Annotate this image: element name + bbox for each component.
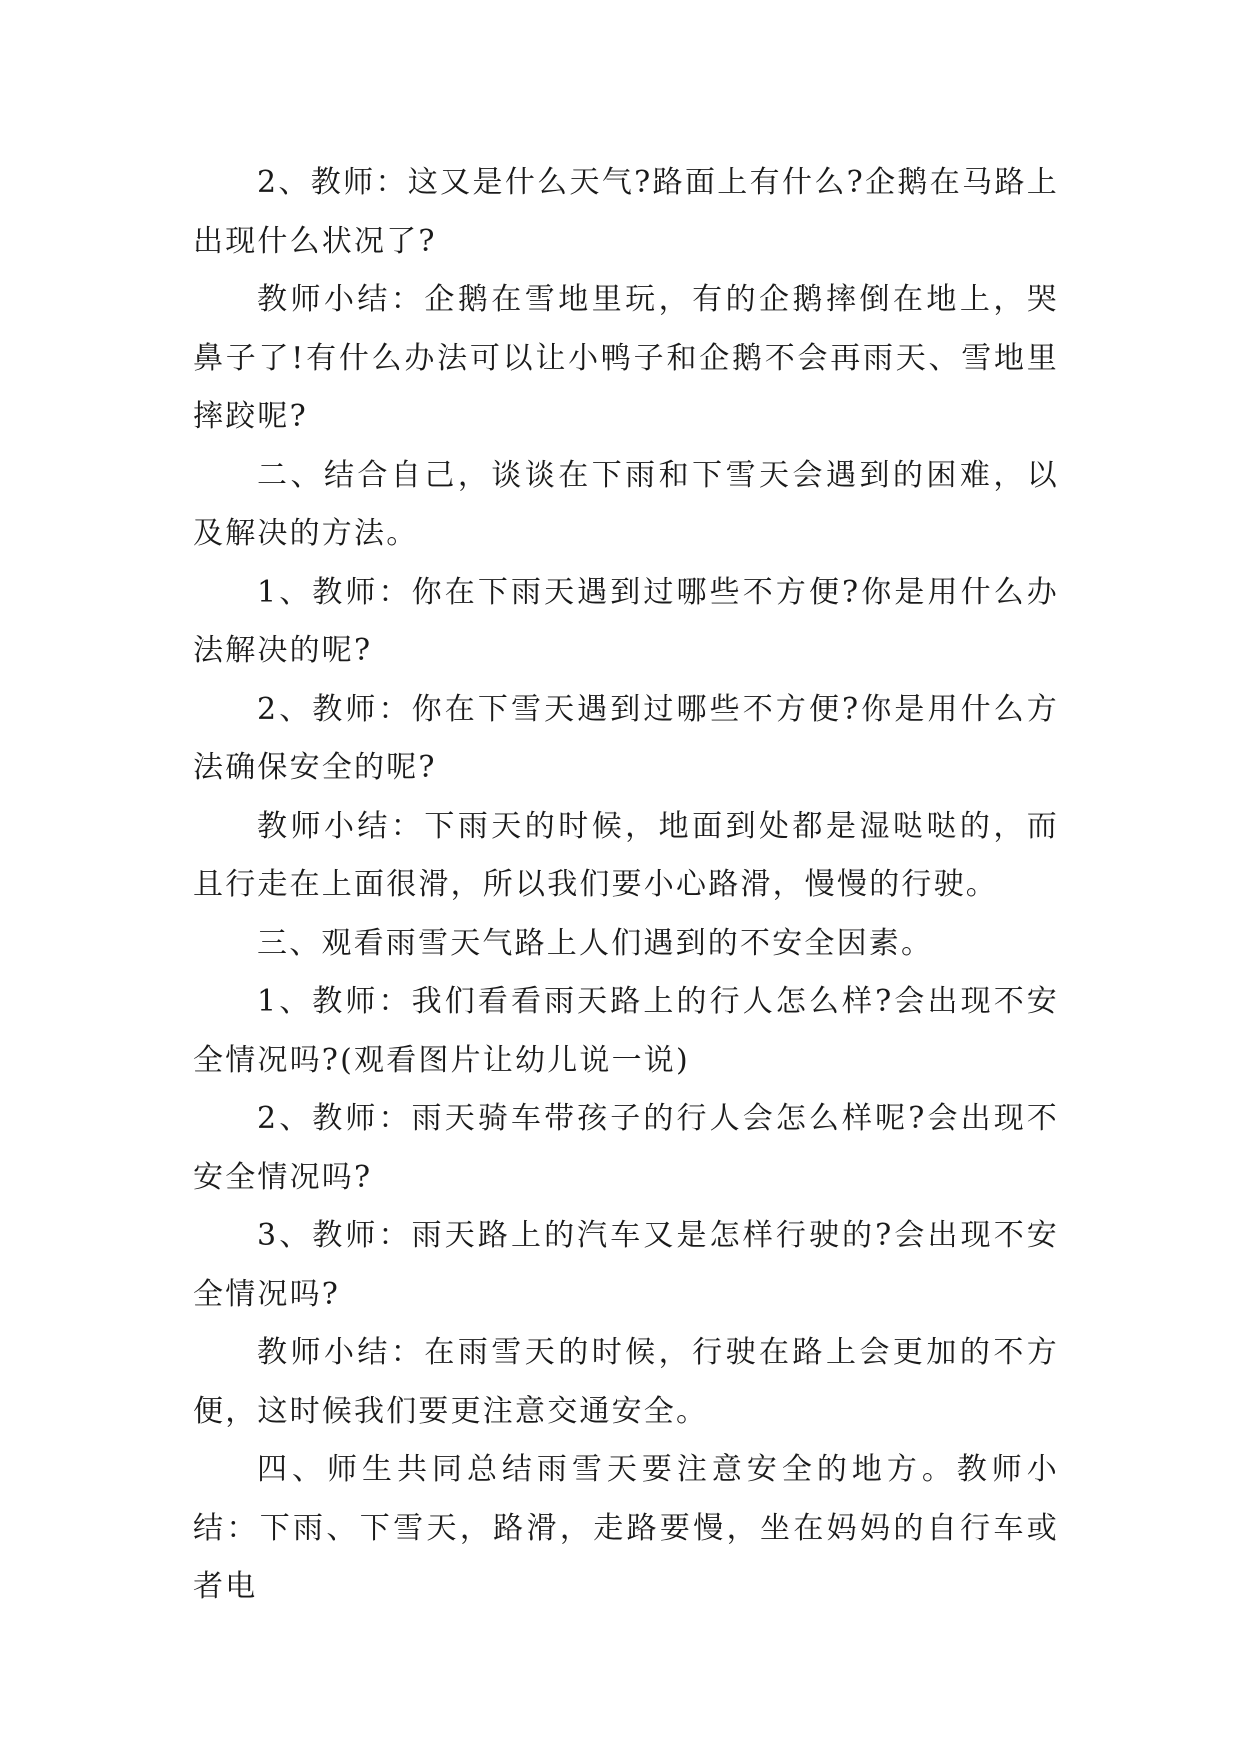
paragraph-3: 二、结合自己，谈谈在下雨和下雪天会遇到的困难，以及解决的方法。	[193, 457, 1059, 551]
paragraph-2: 教师小结：企鹅在雪地里玩，有的企鹅摔倒在地上，哭鼻子了!有什么办法可以让小鸭子和企鹅不会再雨天、雪地里摔跤呢?	[193, 282, 1059, 434]
paragraph-1: 2、教师：这又是什么天气?路面上有什么?企鹅在马路上出现什么状况了?	[193, 165, 1059, 259]
document-body	[193, 154, 1059, 1617]
paragraph-6: 教师小结：下雨天的时候，地面到处都是湿哒哒的，而且行走在上面很滑，所以我们要小心路滑，慢慢的行驶。	[193, 808, 1059, 902]
paragraph-7: 三、观看雨雪天气路上人们遇到的不安全因素。	[257, 925, 934, 961]
paragraph-9: 2、教师：雨天骑车带孩子的行人会怎么样呢?会出现不安全情况吗?	[193, 1101, 1059, 1195]
paragraph-12: 四、师生共同总结雨雪天要注意安全的地方。教师小结：下雨、下雪天，路滑，走路要慢，坐在妈妈的自行车或者电	[193, 1452, 1059, 1604]
paragraph-10: 3、教师：雨天路上的汽车又是怎样行驶的?会出现不安全情况吗?	[193, 1218, 1059, 1312]
paragraph-8: 1、教师：我们看看雨天路上的行人怎么样?会出现不安全情况吗?(观看图片让幼儿说一说)	[193, 984, 1059, 1078]
paragraph-11: 教师小结：在雨雪天的时候，行驶在路上会更加的不方便，这时候我们要更注意交通安全。	[193, 1335, 1059, 1429]
paragraph-4: 1、教师：你在下雨天遇到过哪些不方便?你是用什么办法解决的呢?	[193, 574, 1059, 668]
paragraph-5: 2、教师：你在下雪天遇到过哪些不方便?你是用什么方法确保安全的呢?	[193, 691, 1059, 785]
